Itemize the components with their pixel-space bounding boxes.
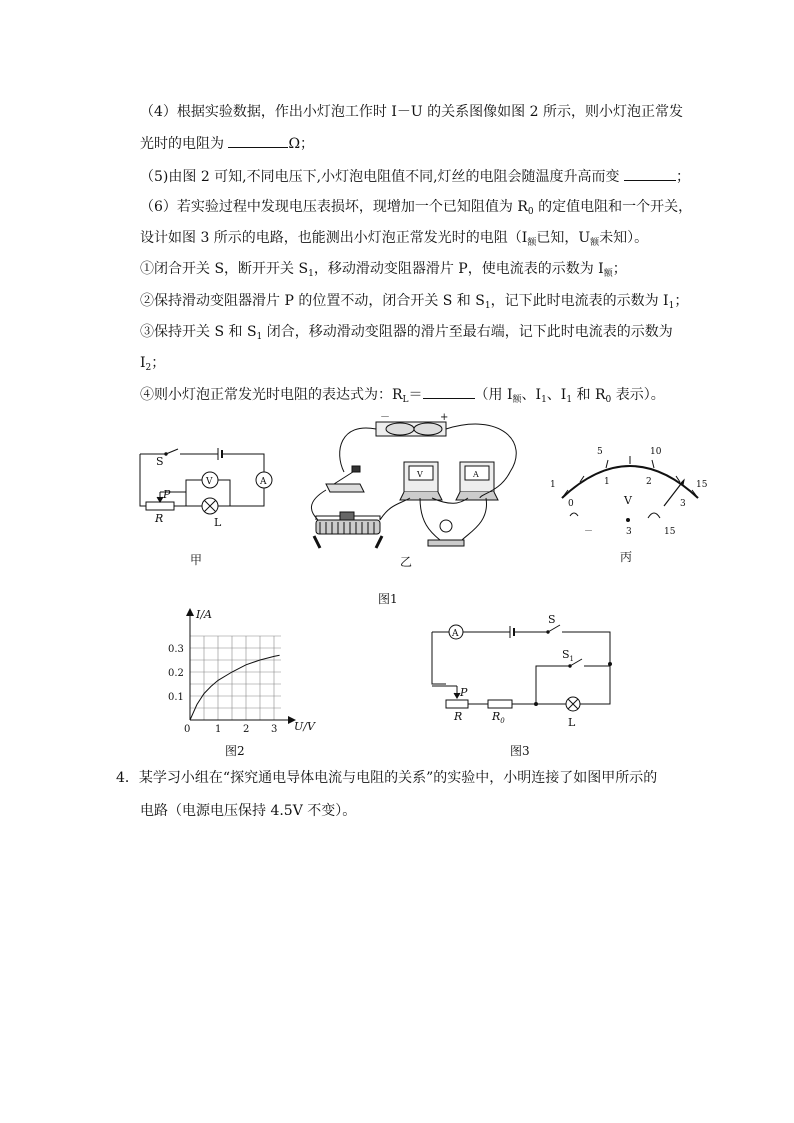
s1-post: ； [612,261,627,277]
s4-p4: 和 R [572,387,606,403]
fig1-yi-caption: 乙 [400,555,413,569]
p6a: （6）若实验过程中发现电压表损坏，现增加一个已知阻值为 R [140,199,528,215]
fig2-origin: 0 [184,724,191,734]
fig3-a-label: A [452,629,459,639]
s3-pre: ③保持开关 S 和 S [140,324,257,340]
fig2-xtick-label: 2 [243,724,250,734]
s2-post: ； [674,293,689,309]
s4-sub4: 1 [566,395,573,405]
fig1-bing-caption: 丙 [620,550,633,564]
s3b-sub: 2 [145,363,152,373]
fig3-caption: 图3 [510,744,530,758]
s4-pre: ④则小灯泡正常发光时电阻的表达式为：R [140,387,403,403]
fig1-bing-dial [540,440,720,540]
question-6-text-2 [140,228,648,253]
s1-sub2: 额 [603,269,613,279]
dial-top-10: 10 [650,447,662,457]
fig1-s-label: S [156,455,164,468]
fig3-r0-main: R [492,710,501,723]
dial-top-15: 15 [696,480,708,490]
s2-pre: ②保持滑动变阻器滑片 P 的位置不动，闭合开关 S 和 S [140,293,485,309]
fig3-s1-main: S [562,648,570,661]
p6b-post: 未知）。 [599,230,649,246]
question-4-stem-2: 电路（电源电压保持 4.5V 不变）。 [140,803,357,819]
s4-sub5: 0 [605,395,612,405]
fig1-l-label: L [214,516,222,529]
fig3-l-label: L [568,716,576,729]
s4-p5: 表示）。 [611,387,665,403]
fig1-caption: 图1 [378,592,398,606]
fig3-s-label: S [548,613,556,626]
s4-sub2: 额 [512,395,522,405]
fig2-ytick-label: 0.2 [168,668,184,679]
fig1-battery-plus: + [440,412,449,423]
fig3-r0-sub: 0 [500,717,505,725]
dial-bottom-0: 0 [568,499,574,509]
fig2-curve [190,655,280,720]
question-4-stem: 4．某学习小组在“探究通电导体电流与电阻的关系”的实验中，小明连接了如图甲所示的 [116,770,658,786]
s2-sub: 1 [484,301,491,311]
step-3-cont [140,353,165,378]
fig1-jia-caption: 甲 [190,553,203,567]
p6a-sub: 0 [527,207,534,217]
fig3-p-label: P [460,686,468,699]
dial-term-3: 3 [626,527,632,537]
s4-p2: 、I [521,387,542,403]
fig2-xtick-label: 1 [215,724,222,734]
fig1-yi-v-label: V [417,470,423,479]
p4a: （4）根据实验数据，作出小灯泡工作时 I－U 的关系图像如图 2 所示，则小灯泡正常发 [140,104,683,120]
step-3 [140,322,673,347]
p6a-post: 的定值电阻和一个开关， [533,199,693,215]
s3b: I [140,355,146,371]
s3b-post: ； [151,355,166,371]
question-4-text-2 [140,133,314,154]
question-6-text [140,197,692,222]
dial-term-15: 15 [664,527,676,537]
fig3-r-label: R [454,710,463,723]
p6b-pre: 设计如图 3 所示的电路，也能测出小灯泡正常发光时的电阻（I [140,230,528,246]
dial-unit: V [624,494,632,507]
fig3-s1-sub: 1 [569,655,575,663]
s2-sub2: 1 [668,301,675,311]
dial-top-1: 1 [550,480,556,490]
p6b-sub1: 额 [527,238,537,248]
fig2-ytick-label: 0.3 [168,644,184,655]
fig1-yi-a-label: A [473,470,479,479]
s4-eq: ＝ [408,387,423,403]
s1-sub: 1 [308,269,314,279]
fig1-yi-apparatus [300,412,530,552]
fig2-ytick-label: 0.1 [168,692,184,703]
fig1-v-label: V [206,477,213,487]
fig2-y-arrow [186,608,194,616]
fig2-iu-chart [160,604,330,734]
fig1-jia-circuit [130,440,280,530]
s3-post: 闭合，移动滑动变阻器的滑片至最右端，记下此时电流表的示数为 [262,324,673,340]
step-4 [140,384,665,410]
s1-mid: ，移动滑动变阻器滑片 P，使电流表的示数为 I [313,261,604,277]
s4-sub: L [402,395,409,405]
fig2-xtick-label: 3 [271,724,278,734]
fig1-a-label: A [260,477,267,487]
fig3-circuit [420,612,620,730]
s3-sub: 1 [256,332,263,342]
fig3-s1-label [562,648,574,663]
dial-bottom-1: 1 [604,477,610,487]
step-2 [140,291,688,316]
answer-blank-resistance[interactable] [228,133,288,148]
dial-bottom-3: 3 [680,499,686,509]
s4-p3: 、I [546,387,567,403]
fig1-r-label: R [155,512,164,525]
p4b-pre: 光时的电阻为 [140,136,229,152]
p4b-post: Ω； [288,136,315,152]
dial-top-5: 5 [597,447,603,457]
answer-blank-trend[interactable] [624,166,676,181]
fig2-caption: 图2 [225,744,245,758]
dial-bottom-2: 2 [646,477,652,487]
p5-post: ； [675,169,690,185]
fig3-r0-label [491,710,505,725]
fig2-xlabel: U/V [294,720,315,733]
p6b-mid: 已知，U [536,230,591,246]
answer-blank-expression[interactable] [423,384,475,399]
step-1 [140,259,627,284]
p5-pre: （5)由图 2 可知,不同电压下,小灯泡电阻值不同,灯丝的电阻会随温度升高而变 [140,169,624,185]
question-5-text [140,166,690,187]
s1-pre: ①闭合开关 S，断开开关 S [140,261,309,277]
dial-term-minus: － [584,527,594,537]
s2-mid: ，记下此时电流表的示数为 I [490,293,669,309]
fig2-ylabel: I/A [196,608,212,621]
fig1-p-label: P [163,488,171,501]
p6b-sub2: 额 [590,238,600,248]
fig1-battery-minus: － [380,412,390,423]
s4-sub3: 1 [541,395,547,405]
question-4-text [140,102,683,122]
s4-post: （用 I [474,387,513,403]
